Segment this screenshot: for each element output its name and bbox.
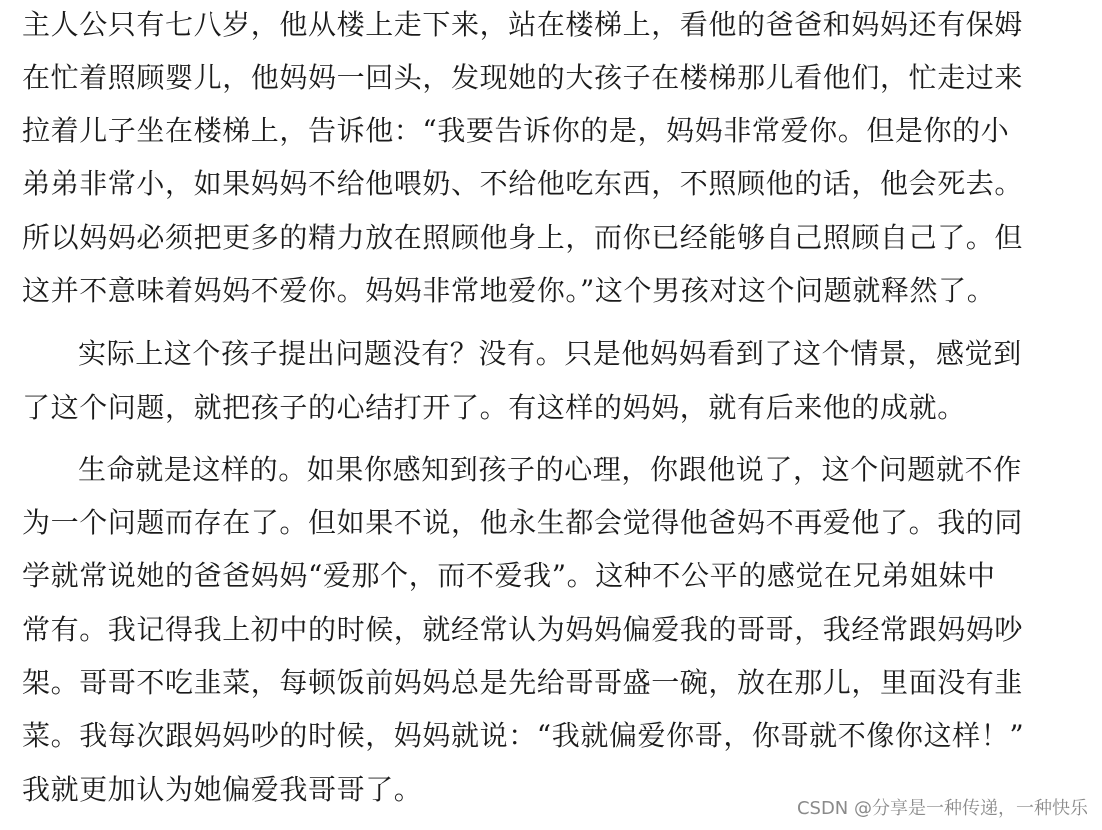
text-line-15: 我就更加认为她偏爱我哥哥了。 (22, 773, 423, 806)
csdn-watermark: CSDN @分享是一种传递，一种快乐 (796, 798, 1088, 819)
text-line-11: 学就常说她的爸爸妈妈“爱那个，而不爱我”。这种不公平的感觉在兄弟姐妹中 (22, 559, 996, 592)
text-line-1: 主人公只有七八岁，他从楼上走下来，站在楼梯上，看他的爸爸和妈妈还有保姆 (22, 8, 1024, 41)
text-line-14: 菜。我每次跟妈妈吵的时候，妈妈就说：“我就偏爱你哥，你哥就不像你这样！” (22, 719, 1025, 752)
text-line-6: 这并不意味着妈妈不爱你。妈妈非常地爱你。”这个男孩对这个问题就释然了。 (22, 274, 996, 307)
text-line-7: 实际上这个孩子提出问题没有？没有。只是他妈妈看到了这个情景，感觉到 (78, 337, 1022, 370)
text-line-12: 常有。我记得我上初中的时候，就经常认为妈妈偏爱我的哥哥，我经常跟妈妈吵 (22, 613, 1024, 646)
text-line-10: 为一个问题而存在了。但如果不说，他永生都会觉得他爸妈不再爱他了。我的同 (22, 506, 1024, 539)
text-line-9: 生命就是这样的。如果你感知到孩子的心理，你跟他说了，这个问题就不作 (78, 453, 1022, 486)
text-line-5: 所以妈妈必须把更多的精力放在照顾他身上，而你已经能够自己照顾自己了。但 (22, 221, 1024, 254)
text-line-4: 弟弟非常小，如果妈妈不给他喂奶、不给他吃东西，不照顾他的话，他会死去。 (22, 167, 1024, 200)
text-line-8: 了这个问题，就把孩子的心结打开了。有这样的妈妈，就有后来他的成就。 (22, 391, 966, 424)
text-line-3: 拉着儿子坐在楼梯上，告诉他：“我要告诉你的是，妈妈非常爱你。但是你的小 (22, 114, 1010, 147)
text-line-2: 在忙着照顾婴儿，他妈妈一回头，发现她的大孩子在楼梯那儿看他们，忙走过来 (22, 61, 1024, 94)
text-line-13: 架。哥哥不吃韭菜，每顿饭前妈妈总是先给哥哥盛一碗，放在那儿，里面没有韭 (22, 666, 1024, 699)
